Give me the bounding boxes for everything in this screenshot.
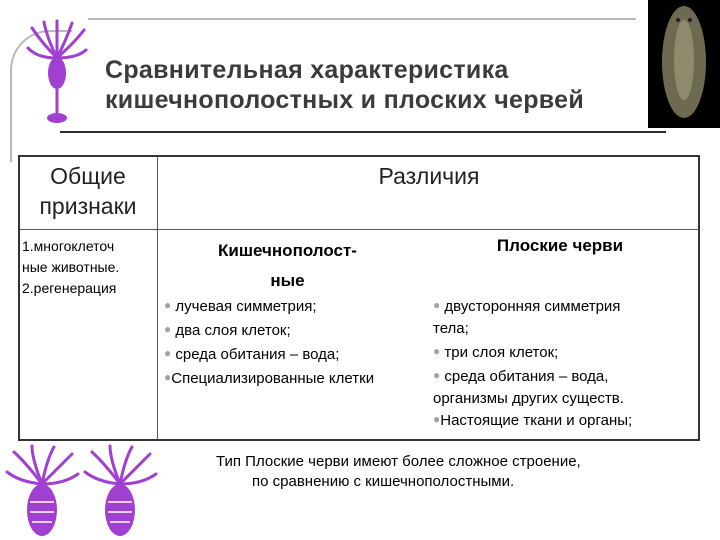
common-line-2: ные животные. <box>22 259 120 275</box>
slide-title <box>105 55 665 115</box>
common-line-3: 2.регенерация <box>22 280 117 296</box>
list-item: ●Специализированные клетки <box>164 370 375 387</box>
col1-header-line2: признаки <box>39 193 137 219</box>
list-item: ● три слоя клеток; <box>433 344 559 361</box>
conclusion-text <box>216 452 696 492</box>
bullet-icon: ● <box>433 412 441 426</box>
col1-header <box>20 161 156 221</box>
hydra-icon <box>22 18 92 128</box>
conclusion-line-2: по сравнению с кишечнополостными. <box>252 473 515 490</box>
list-item: ● лучевая симметрия; <box>164 298 317 315</box>
table-divider-col1 <box>157 156 158 440</box>
list-item: организмы других существ. <box>433 390 624 407</box>
bullet-icon: ● <box>433 368 441 382</box>
common-features <box>22 236 156 299</box>
title-underline <box>60 131 666 133</box>
flatworm-list <box>433 296 695 432</box>
bullet-icon: ● <box>164 322 172 336</box>
bullet-icon: ● <box>164 370 172 384</box>
list-item: ●Настоящие ткани и органы; <box>433 412 633 429</box>
table-divider-header <box>19 229 699 230</box>
sub-header-cnidarians-line2: ные <box>270 271 305 290</box>
cnidarian-list <box>164 296 426 390</box>
bullet-icon: ● <box>164 346 172 360</box>
list-item: ● два слоя клеток; <box>164 322 291 339</box>
title-line-1: Сравнительная характеристика <box>105 56 509 84</box>
common-line-1: 1.многоклеточ <box>22 238 115 254</box>
bullet-icon: ● <box>433 344 441 358</box>
bullet-icon: ● <box>433 298 441 312</box>
title-line-2: кишечнополостных и плоских червей <box>105 86 585 114</box>
frame-top-line <box>88 18 636 20</box>
hydra-icon <box>80 444 160 538</box>
bullet-icon: ● <box>164 298 172 312</box>
list-item: ● среда обитания – вода, <box>433 368 609 385</box>
sub-header-flatworms: Плоские черви <box>496 236 624 255</box>
sub-header-cnidarians-line1: Кишечнополост- <box>218 241 357 260</box>
col1-header-line1: Общие <box>50 163 126 189</box>
list-item: ● двусторонняя симметрия <box>433 298 621 315</box>
list-item: ● среда обитания – вода; <box>164 346 340 363</box>
conclusion-line-1: Тип Плоские черви имеют более сложное строение, <box>216 453 581 470</box>
col2-header: Различия <box>378 163 480 189</box>
hydra-icon <box>2 444 82 538</box>
sub-header-cnidarians <box>170 236 405 296</box>
list-item: тела; <box>433 320 469 337</box>
